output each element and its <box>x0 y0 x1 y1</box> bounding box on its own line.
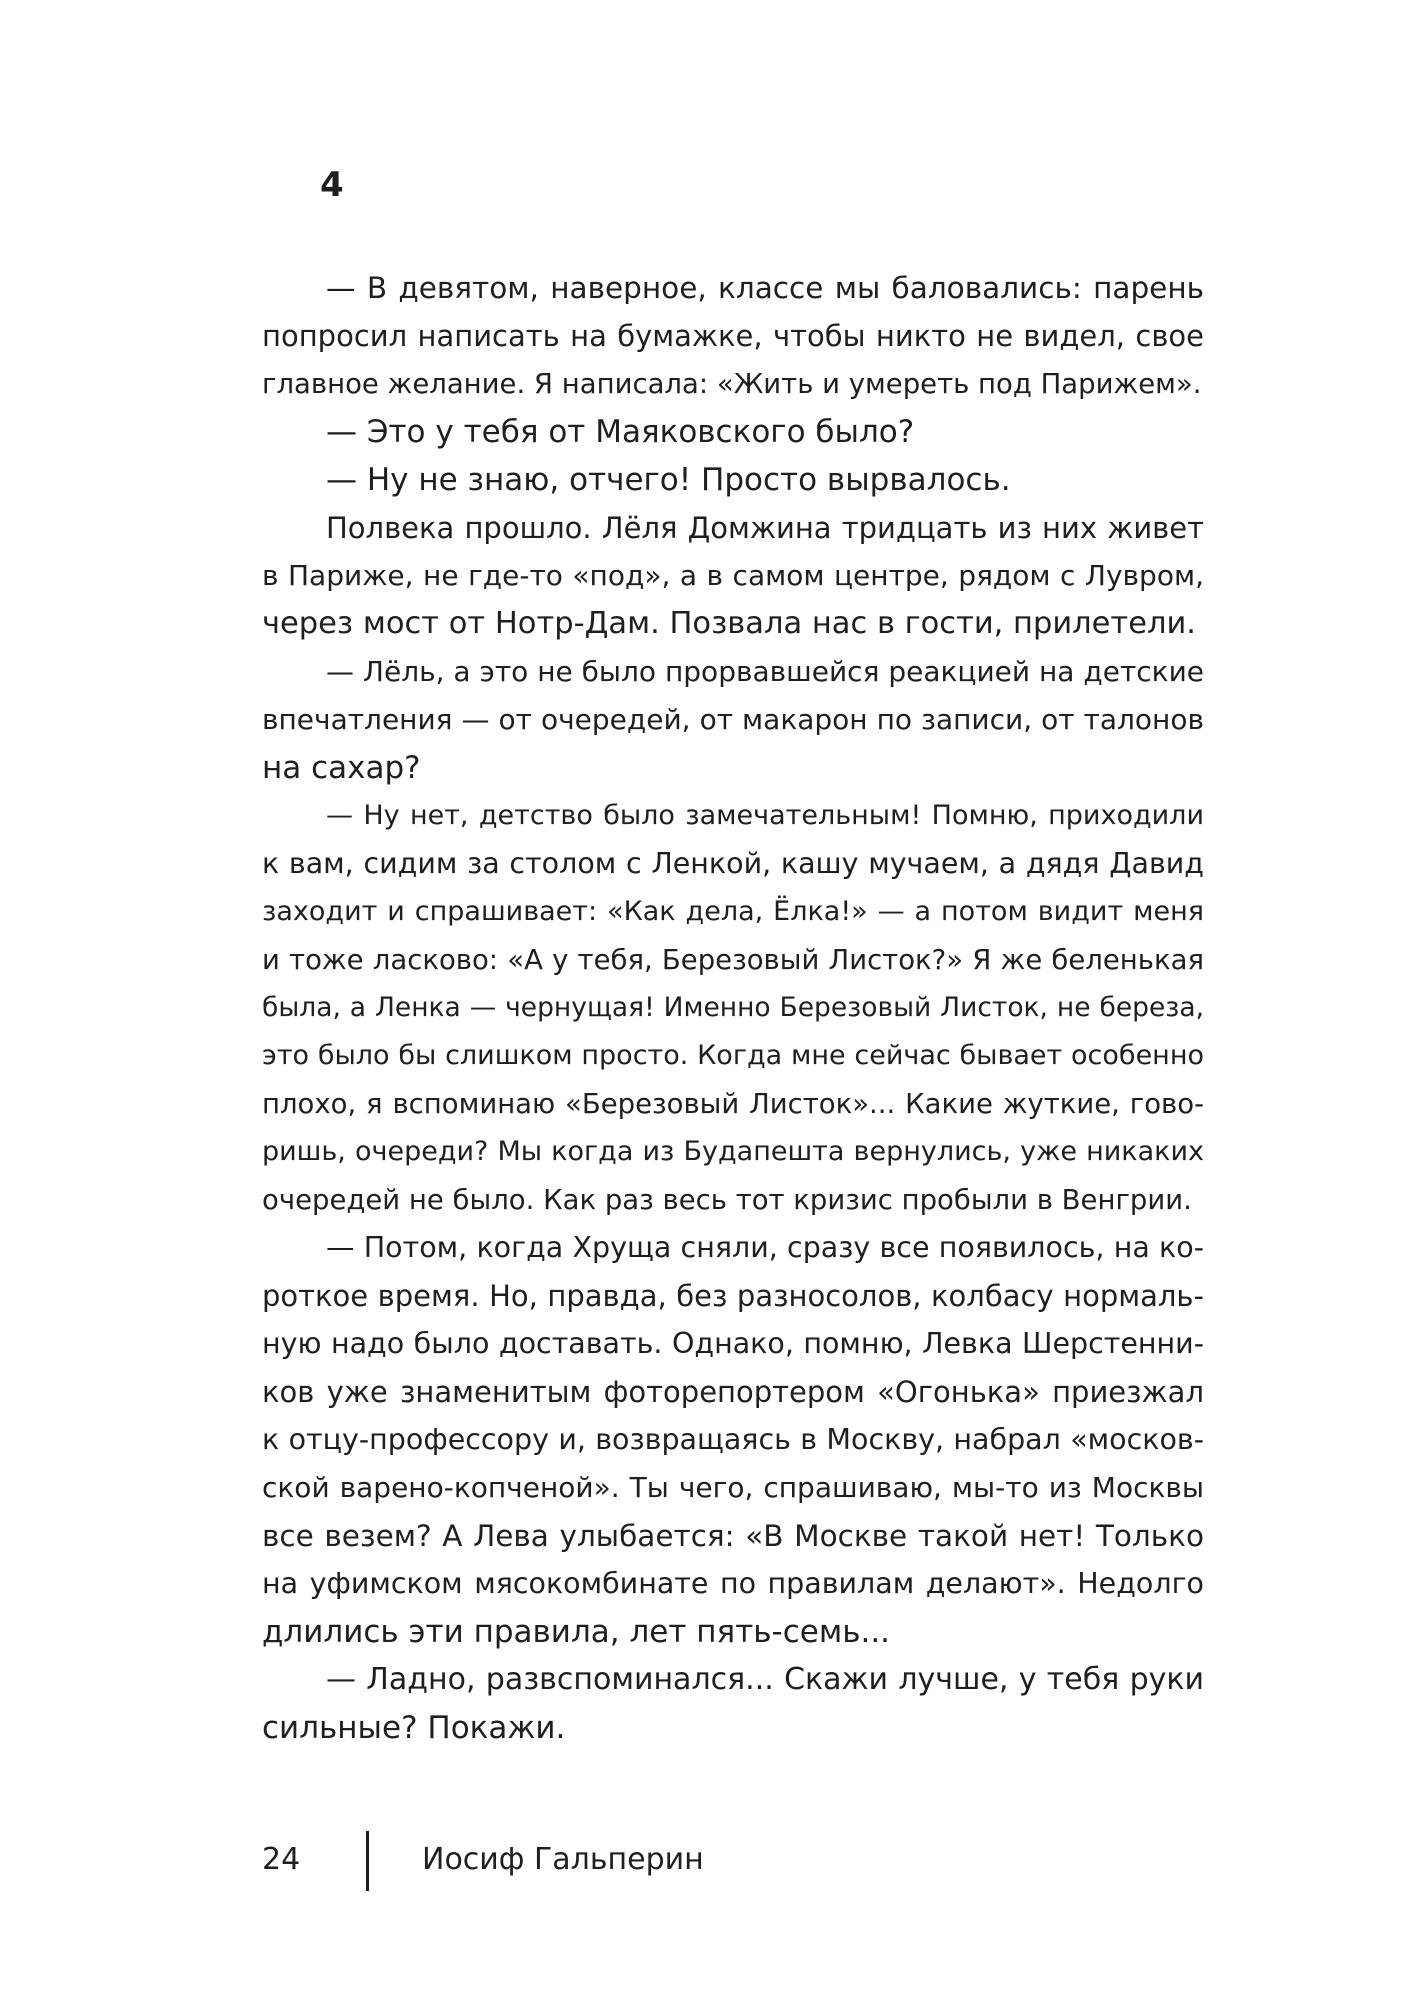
text-line: роткое время. Но, правда, без разносолов, колбасу нормаль- <box>262 1279 1204 1313</box>
text-line: плохо, я вспоминаю «Березовый Листок»... Какие жуткие, гово- <box>262 1088 1204 1120</box>
page-footer <box>262 1831 962 1891</box>
text-line: была, а Ленка — чернущая! Именно Березовый Листок, не береза, <box>262 992 1204 1023</box>
text-line: — Потом, когда Хруща сняли, сразу все появилось, на ко- <box>326 1231 1204 1264</box>
text-line: — Ну не знаю, отчего! Просто вырвалось. <box>326 462 1011 498</box>
text-line: впечатления — от очередей, от макарон по записи, от талонов <box>262 703 1204 736</box>
text-line: в Париже, не где-то «под», а в самом центре, рядом с Лувром, <box>262 559 1204 592</box>
text-line: ришь, очереди? Мы когда из Будапешта вернулись, уже никаких <box>262 1136 1204 1167</box>
body-text <box>262 264 1204 1752</box>
text-line: главное желание. Я написала: «Жить и умереть под Парижем». <box>262 368 1202 400</box>
text-line: — В девятом, наверное, классе мы баловались: парень <box>326 271 1204 305</box>
text-line: очередей не было. Как раз весь тот кризис пробыли в Венгрии. <box>262 1184 1192 1216</box>
text-line: на уфимском мясокомбинате по правилам делают». Недолго <box>262 1567 1204 1600</box>
text-line: — Ну нет, детство было замечательным! Помню, приходили <box>326 800 1204 831</box>
text-line: это было бы слишком просто. Когда мне сейчас бывает особенно <box>262 1040 1204 1071</box>
text-line: ков уже знаменитым фоторепортером «Огонька» приезжал <box>262 1375 1204 1409</box>
text-line: все везем? А Лева улыбается: «В Москве такой нет! Только <box>262 1519 1204 1553</box>
footer-divider <box>366 1831 369 1891</box>
text-line: к отцу-профессору и, возвращаясь в Москву, набрал «москов- <box>262 1423 1204 1456</box>
text-line: и тоже ласково: «А у тебя, Березовый Листок?» Я же беленькая <box>262 944 1204 976</box>
text-line: — Лёль, а это не было прорвавшейся реакцией на детские <box>326 655 1204 688</box>
text-line: длились эти правила, лет пять-семь... <box>262 1614 891 1650</box>
text-line: через мост от Нотр-Дам. Позвала нас в гости, прилетели. <box>262 606 1196 641</box>
text-line: Полвека прошло. Лёля Домжина тридцать из них живет <box>326 511 1204 545</box>
text-line: на сахар? <box>262 750 421 786</box>
page-number: 24 <box>262 1842 301 1877</box>
chapter-number: 4 <box>320 165 344 205</box>
text-line: ской варено-копченой». Ты чего, спрашиваю, мы-то из Москвы <box>262 1471 1204 1504</box>
text-line: попросил написать на бумажке, чтобы никто не видел, свое <box>262 319 1204 353</box>
text-line: — Это у тебя от Маяковского было? <box>326 414 915 450</box>
text-line: заходит и спрашивает: «Как дела, Ёлка!» — а потом видит меня <box>262 896 1204 927</box>
text-line: — Ладно, развспоминался... Скажи лучше, у тебя руки <box>326 1662 1204 1697</box>
text-line: ную надо было доставать. Однако, помню, Левка Шерстенни- <box>262 1327 1204 1360</box>
running-footer-author: Иосиф Гальперин <box>422 1842 704 1877</box>
text-line: к вам, сидим за столом с Ленкой, кашу мучаем, а дядя Давид <box>262 847 1204 880</box>
text-line: сильные? Покажи. <box>262 1710 566 1746</box>
